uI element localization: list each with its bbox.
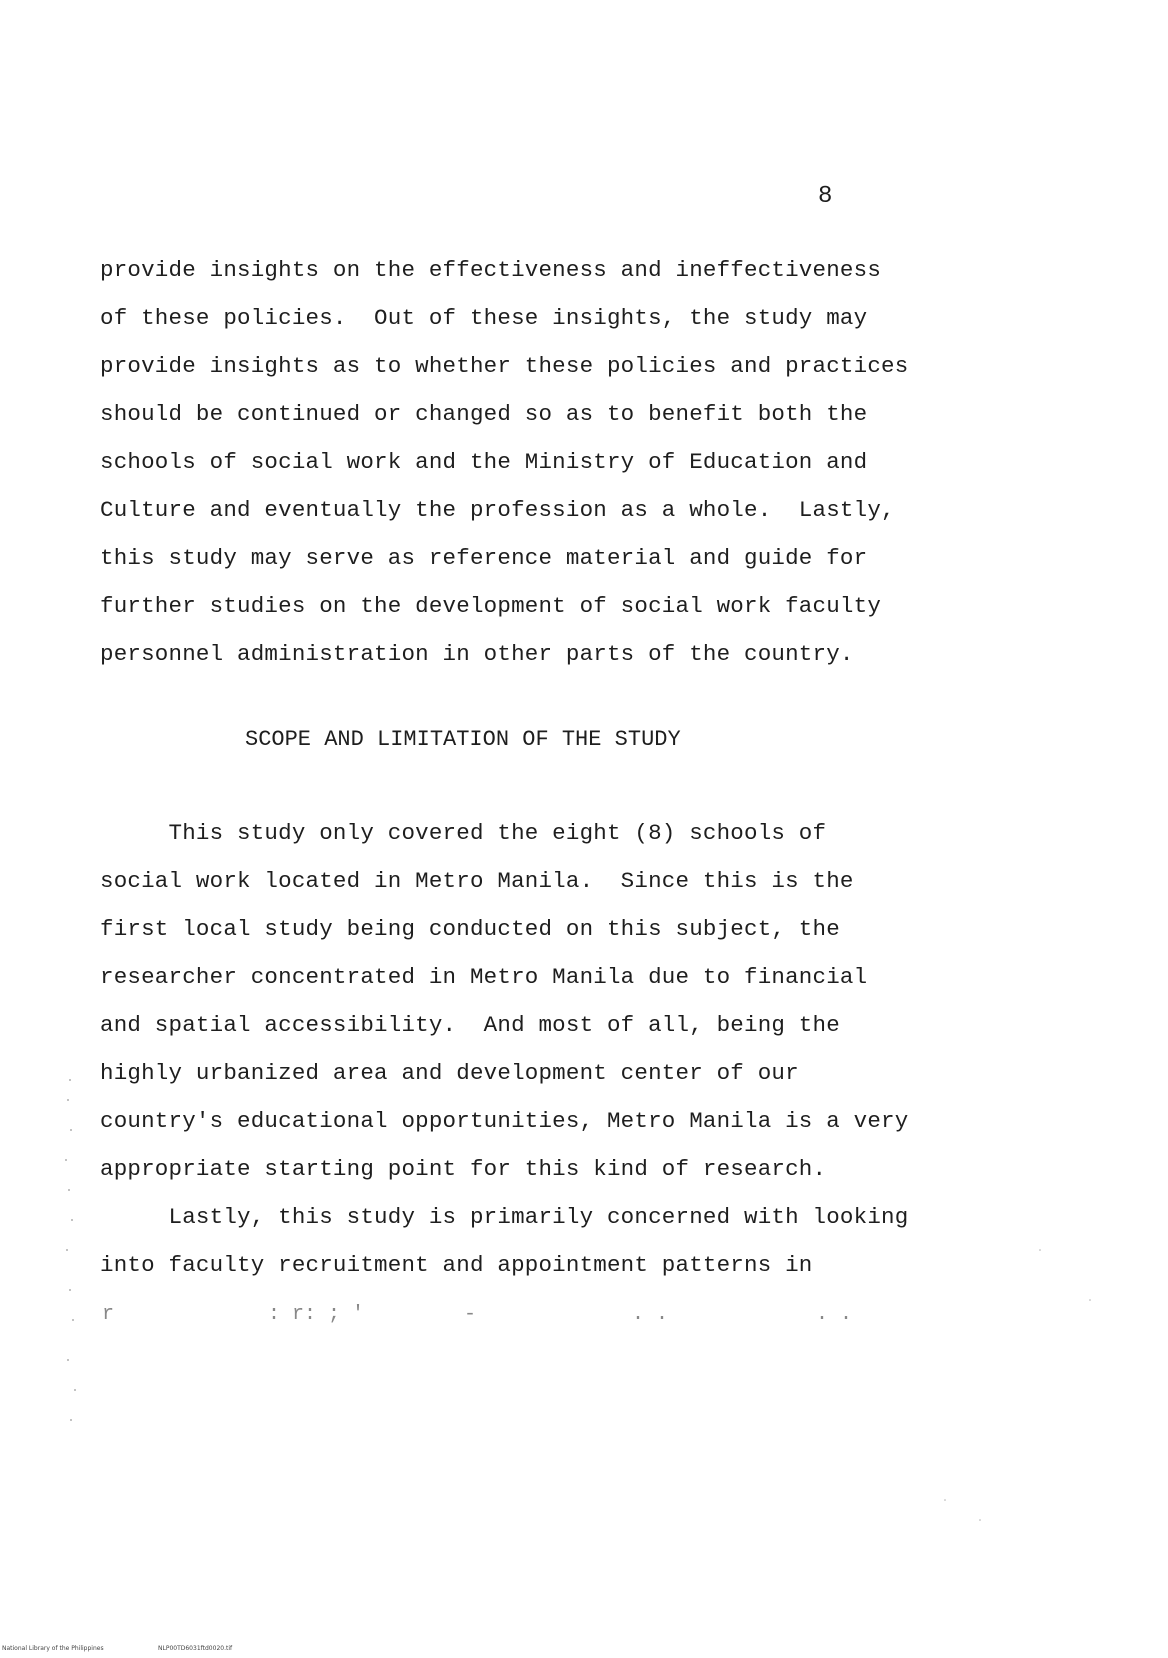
footer-library: National Library of the Philippines — [2, 1645, 104, 1652]
paragraph-line: This study only covered the eight (8) schools of — [100, 820, 827, 846]
paragraph-line: provide insights as to whether these policies and practices — [100, 353, 909, 379]
paragraph-line: schools of social work and the Ministry of Education and — [100, 449, 868, 475]
paragraph-line: first local study being conducted on this subject, the — [100, 916, 840, 942]
paragraph-line: Culture and eventually the profession as a whole. Lastly, — [100, 497, 895, 523]
paragraph-line: social work located in Metro Manila. Since this is the — [100, 868, 854, 894]
section-heading: SCOPE AND LIMITATION OF THE STUDY — [245, 727, 681, 752]
paragraph-line: provide insights on the effectiveness and ineffectiveness — [100, 257, 882, 283]
paragraph-line: this study may serve as reference material and guide for — [100, 545, 868, 571]
paragraph-line: further studies on the development of social work faculty — [100, 593, 882, 619]
paragraph-line: into faculty recruitment and appointment patterns in — [100, 1252, 813, 1278]
cut-off-fragment: . . — [816, 1303, 853, 1326]
page-number: 8 — [818, 183, 833, 210]
paragraph-line: personnel administration in other parts of the country. — [100, 641, 854, 667]
paragraph-line: should be continued or changed so as to benefit both the — [100, 401, 868, 427]
cut-off-fragment: - — [464, 1303, 477, 1326]
cut-off-fragment: . . — [632, 1303, 669, 1326]
paragraph-line: country's educational opportunities, Metro Manila is a very — [100, 1108, 909, 1134]
paragraph-line: Lastly, this study is primarily concerned with looking — [100, 1204, 909, 1230]
paragraph-line: highly urbanized area and development center of our — [100, 1060, 799, 1086]
paragraph-line: researcher concentrated in Metro Manila due to financial — [100, 964, 868, 990]
paragraph-line: appropriate starting point for this kind of research. — [100, 1156, 827, 1182]
cut-off-fragment: : r: ; ' — [268, 1303, 365, 1326]
paragraph-line: of these policies. Out of these insights, the study may — [100, 305, 868, 331]
paragraph-line: and spatial accessibility. And most of all, being the — [100, 1012, 840, 1038]
cut-off-fragment: r — [102, 1303, 115, 1326]
footer-file: NLP00TD6031ftd0020.tif — [158, 1645, 233, 1652]
